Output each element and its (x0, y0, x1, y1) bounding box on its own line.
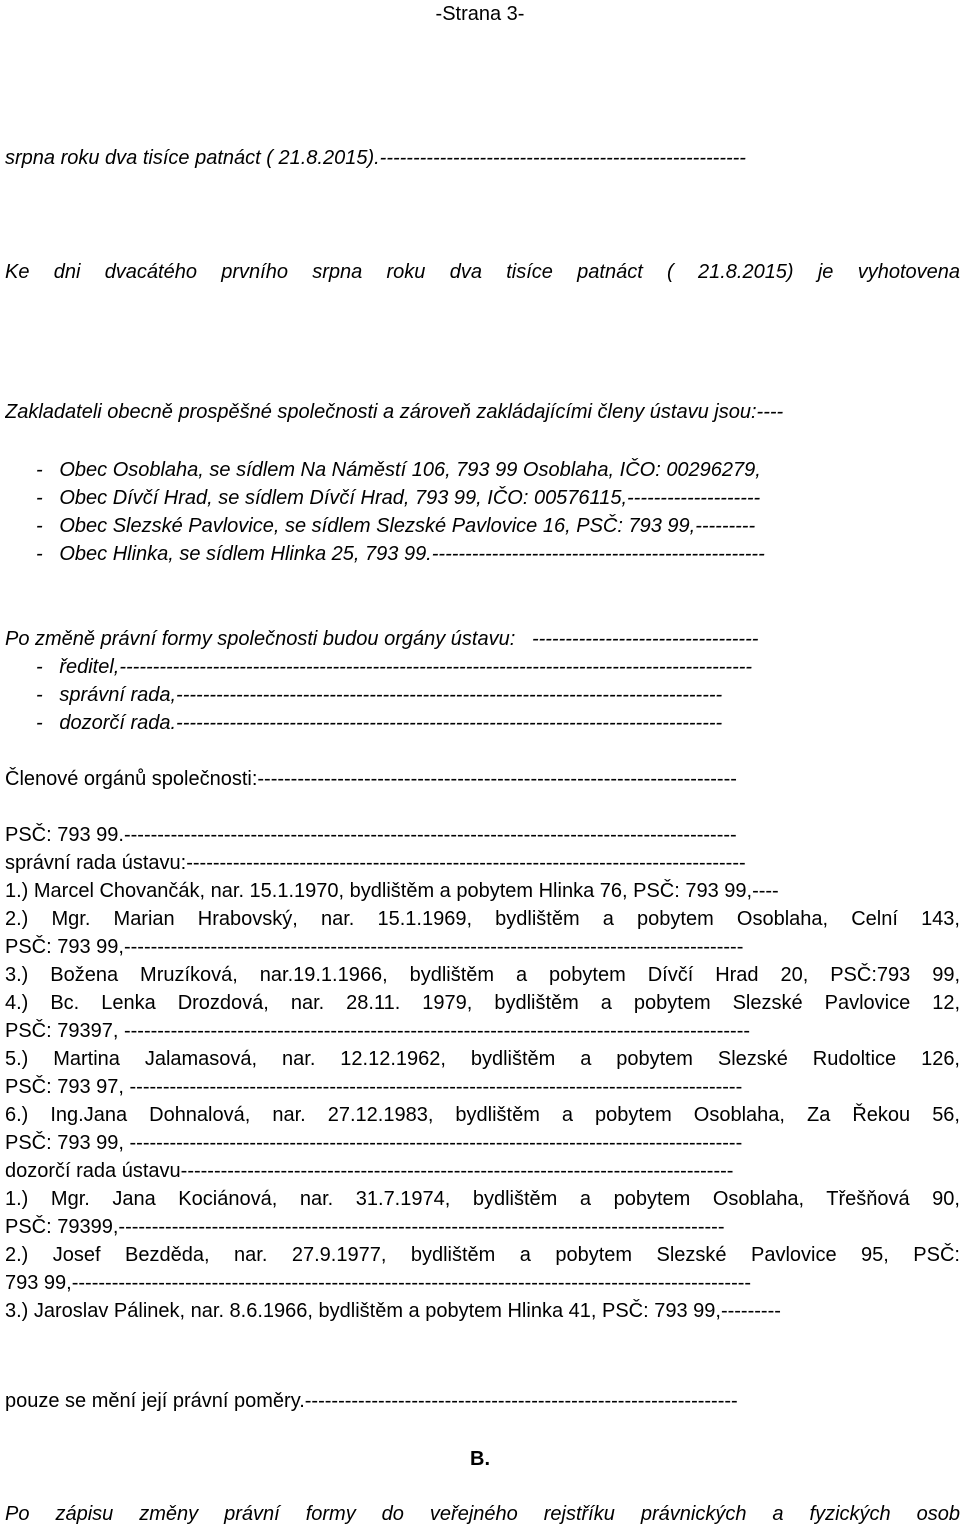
founder-item: - Obec Dívčí Hrad, se sídlem Dívčí Hrad, 793 99, IČO: 00576115,-------------------- (36, 487, 761, 509)
supervisory-line: 793 99,------------------------------------------------------------------------------------------------------ (5, 1272, 752, 1294)
section-d-text-1: Ke dni dvacátého prvního srpna roku dva tisíce patnáct ( 21.8.2015) je vyhotovena (5, 261, 960, 283)
founder-item: - Obec Slezské Pavlovice, se sídlem Slezské Pavlovice 16, PSČ: 793 99,--------- (36, 515, 756, 537)
date-line: srpna roku dva tisíce patnáct ( 21.8.2015).------------------------------------------------------- (5, 147, 746, 169)
board-line: 6.) Ing.Jana Dohnalová, nar. 27.12.1983, bydlištěm a pobytem Osoblaha, Za Řekou 56, (5, 1104, 960, 1126)
director-postcode: PSČ: 793 99.-------------------------------------------------------------------------------------------- (5, 824, 737, 846)
board-heading: správní rada ústavu:------------------------------------------------------------------------------------ (5, 852, 746, 874)
section-d-text-2 (5, 285, 960, 313)
founder-item: - Obec Osoblaha, se sídlem Na Náměstí 106, 793 99 Osoblaha, IČO: 00296279, (36, 459, 761, 481)
founder-item: - Obec Hlinka, se sídlem Hlinka 25, 793 99.-------------------------------------------------- (36, 543, 765, 565)
section-e-heading (5, 597, 960, 625)
supervisory-line: PSČ: 79399,------------------------------------------------------------------------------------------- (5, 1216, 725, 1238)
section-b-heading: B. (470, 1448, 490, 1470)
members-heading: Členové orgánů společnosti:------------------------------------------------------------------------ (5, 768, 737, 790)
board-line: PSČ: 793 99, -------------------------------------------------------------------------------------------- (5, 1132, 743, 1154)
organs-intro: Po změně právní formy společnosti budou orgány ústavu: ---------------------------------- (5, 628, 759, 650)
board-line: 3.) Božena Mruzíková, nar.19.1.1966, bydlištěm a pobytem Dívčí Hrad 20, PSČ:793 99, (5, 964, 960, 986)
board-line: PSČ: 793 97, -------------------------------------------------------------------------------------------- (5, 1076, 743, 1098)
section-f-heading (5, 341, 960, 369)
board-line: PSČ: 79397, ---------------------------------------------------------------------------------------------- (5, 1020, 751, 1042)
board-line: 4.) Bc. Lenka Drozdová, nar. 28.11. 1979, bydlištěm a pobytem Slezské Pavlovice 12, (5, 992, 960, 1014)
section-d-heading (5, 201, 960, 229)
board-line: 1.) Marcel Chovančák, nar. 15.1.1970, bydlištěm a pobytem Hlinka 76, PSČ: 793 99,---- (5, 880, 779, 902)
board-line: 2.) Mgr. Marian Hrabovský, nar. 15.1.1969, bydlištěm a pobytem Osoblaha, Celní 143, (5, 908, 960, 930)
founders-intro: Zakladateli obecně prospěšné společnosti a zároveň zakládajícími členy ústavu jsou:---- (5, 401, 784, 423)
supervisory-line: 1.) Mgr. Jana Kociánová, nar. 31.7.1974, bydlištěm a pobytem Osoblaha, Třešňová 90, (5, 1188, 960, 1210)
section-f2-line-2: pouze se mění její právní poměry.----------------------------------------------------------------- (5, 1390, 738, 1412)
organ-item: - správní rada,---------------------------------------------------------------------------------- (36, 684, 723, 706)
board-line: PSČ: 793 99,--------------------------------------------------------------------------------------------- (5, 936, 744, 958)
board-line: 5.) Martina Jalamasová, nar. 12.12.1962, bydlištěm a pobytem Slezské Rudoltice 126, (5, 1048, 960, 1070)
supervisory-heading: dozorčí rada ústavu----------------------------------------------------------------------------------- (5, 1160, 734, 1182)
director-line (5, 793, 960, 821)
supervisory-line: 3.) Jaroslav Pálinek, nar. 8.6.1966, bydlištěm a pobytem Hlinka 41, PSČ: 793 99,--------- (5, 1300, 781, 1322)
section-f2-line-1 (5, 1359, 960, 1387)
page-header: -Strana 3- (435, 3, 525, 25)
final-line: Po zápisu změny právní formy do veřejného rejstříku právnických a fyzických osob (5, 1503, 960, 1525)
supervisory-line: 2.) Josef Bezděda, nar. 27.9.1977, bydlištěm a pobytem Slezské Pavlovice 95, PSČ: (5, 1244, 960, 1266)
organ-item: - ředitel,----------------------------------------------------------------------------------------------- (36, 656, 753, 678)
organ-item: - dozorčí rada.---------------------------------------------------------------------------------- (36, 712, 723, 734)
